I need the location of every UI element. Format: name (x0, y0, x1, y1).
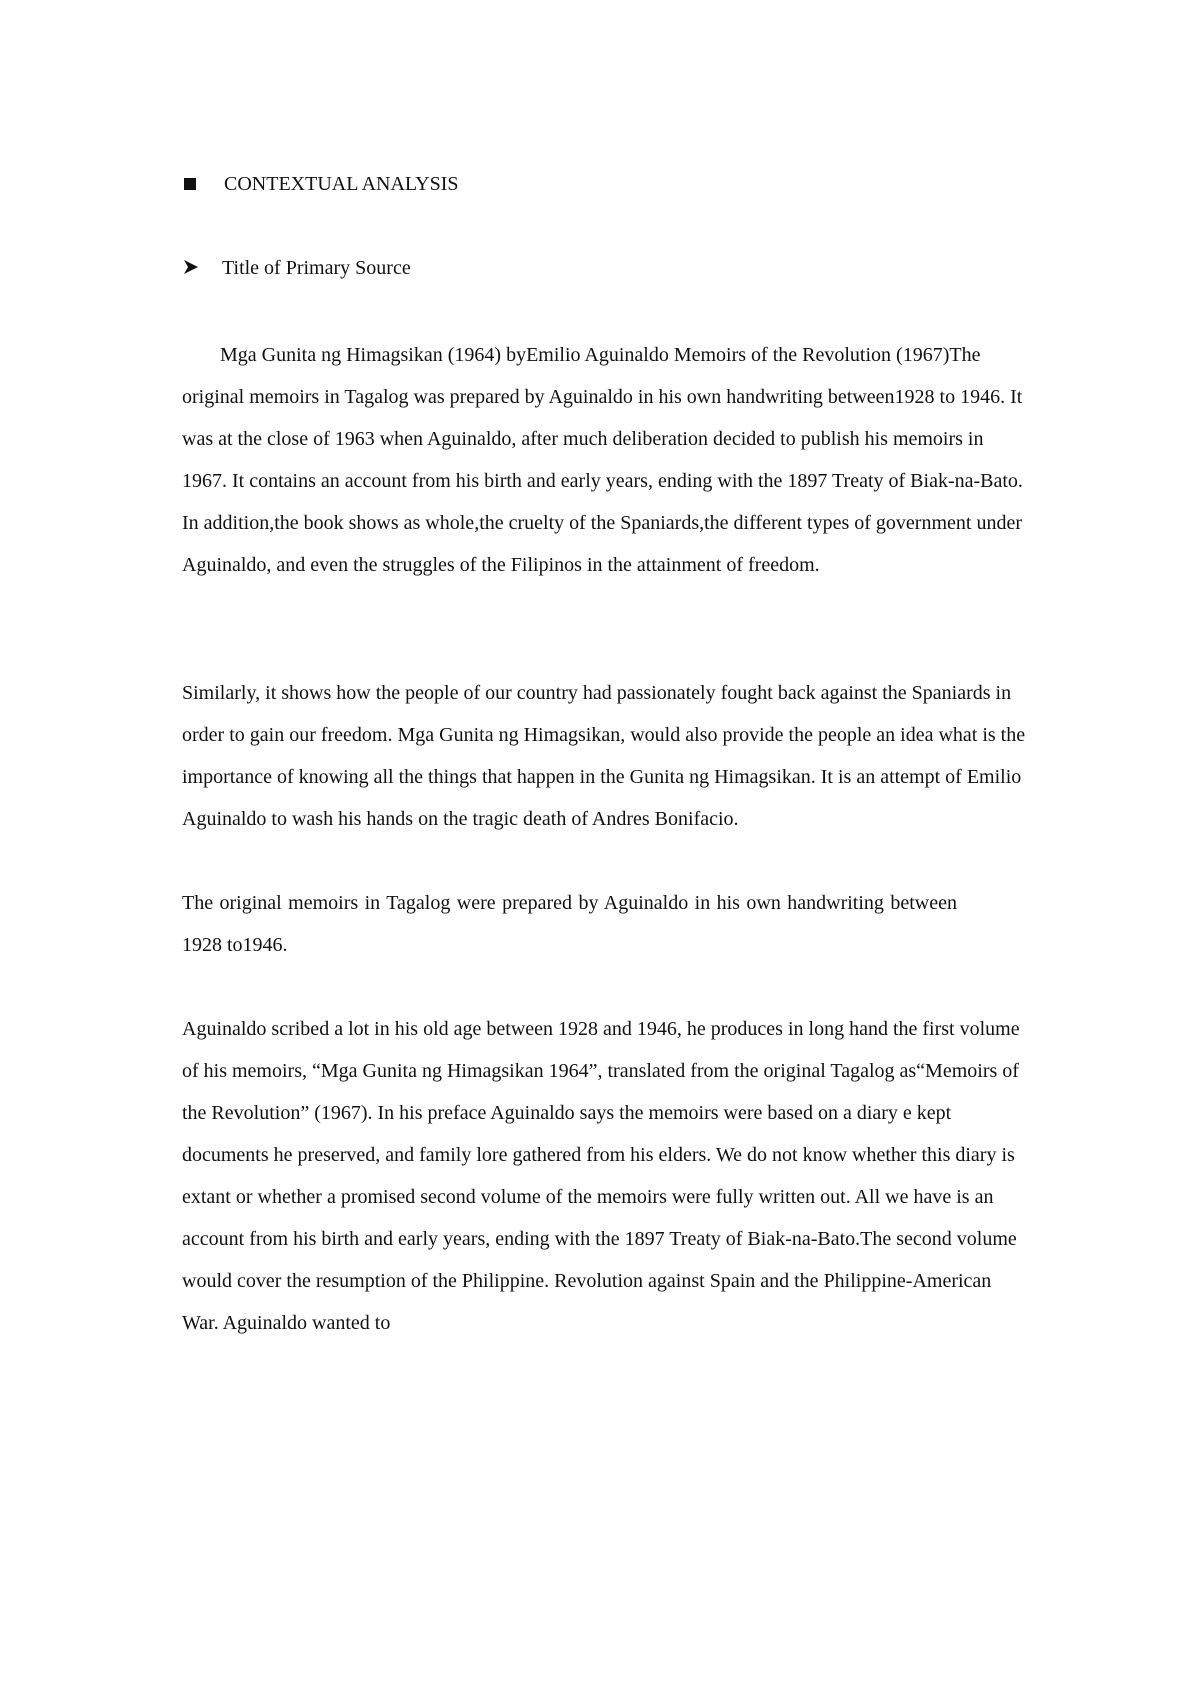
paragraph-aguinaldo-scribed: Aguinaldo scribed a lot in his old age between 1928 and 1946, he produces in long hand the first volume of his memoirs, “Mga Gunita ng Himagsikan 1964”, translated from the original Tagalog as“Memoirs of the Revolution” (1967). In his preface Aguinaldo says the memoirs were based on a diary e kept documents he preserved, and family lore gathered from his elders. We do not know whether this diary is extant or whether a promised second volume of the memoirs were fully written out. All we have is an account from his birth and early years, ending with the 1897 Treaty of Biak-na-Bato.The second volume would cover the resumption of the Philippine. Revolution against Spain and the Philippine-American War. Aguinaldo wanted to (182, 1018, 1020, 1334)
document-body (182, 168, 1032, 1344)
paragraph-original-memoirs: The original memoirs in Tagalog were prepared by Aguinaldo in his own handwriting between 1928 to1946. (182, 892, 957, 956)
subsection-heading-text: Title of Primary Source (222, 257, 411, 279)
arrowhead-icon (182, 252, 222, 284)
section-heading-text: CONTEXTUAL ANALYSIS (224, 173, 459, 195)
subsection-heading (182, 252, 1032, 284)
paragraph-similarly: Similarly, it shows how the people of our country had passionately fought back against the Spaniards in order to gain our freedom. Mga Gunita ng Himagsikan, would also provide the people an idea what is the importance of knowing all the things that happen in the Gunita ng Himagsikan. It is an attempt of Emilio Aguinaldo to wash his hands on the tragic death of Andres Bonifacio. (182, 682, 1026, 830)
section-heading (182, 168, 1032, 200)
black-square-icon (184, 178, 196, 190)
paragraph-title-description: Mga Gunita ng Himagsikan (1964) byEmilio Aguinaldo Memoirs of the Revolution (1967)The original memoirs in Tagalog was prepared by Aguinaldo in his own handwriting between1928 to 1946. It was at the close of 1963 when Aguinaldo, after much deliberation decided to publish his memoirs in 1967. It contains an account from his birth and early years, ending with the 1897 Treaty of Biak-na-Bato. In addition,the book shows as whole,the cruelty of the Spaniards,the different types of government under Aguinaldo, and even the struggles of the Filipinos in the attainment of freedom. (182, 344, 1023, 576)
